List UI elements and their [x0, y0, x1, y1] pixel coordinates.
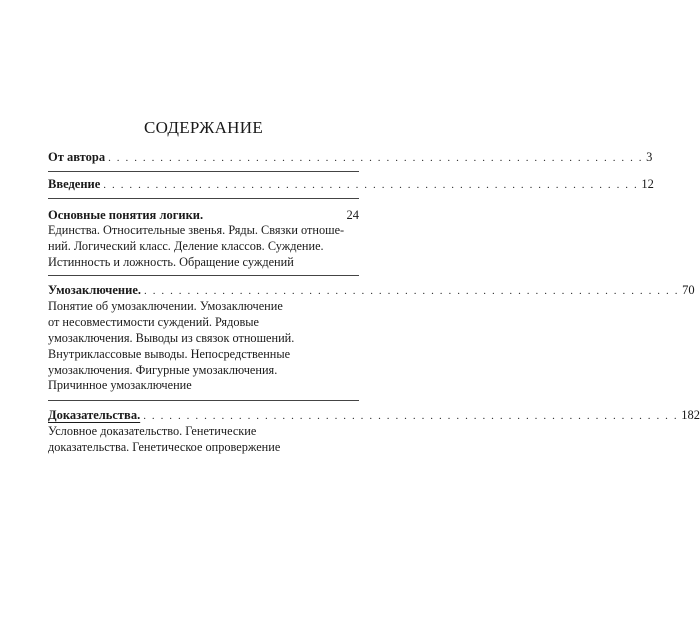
toc-entry-head — [48, 149, 653, 166]
toc-entry-head — [48, 176, 654, 193]
toc-entry-description — [48, 299, 359, 394]
toc-entry-page: 3 — [646, 150, 653, 164]
book-page — [48, 0, 700, 637]
description-line: Условное доказательство. Генетические — [48, 424, 257, 439]
toc-entry[interactable] — [48, 276, 695, 401]
toc-entry[interactable] — [48, 149, 653, 172]
description-line: Истинность и ложность. Обращение суждений — [48, 254, 294, 269]
toc-entry-page: 182 — [681, 408, 700, 423]
toc-entry-description — [48, 424, 359, 456]
toc-entry-description — [48, 223, 359, 270]
toc-entry-head — [48, 207, 359, 223]
toc-entry-page: 12 — [641, 177, 654, 191]
toc-entry[interactable] — [48, 199, 359, 276]
toc-entry-head — [48, 282, 695, 299]
toc-entries — [48, 149, 700, 456]
toc-entry-title: Введение — [48, 177, 101, 191]
toc-entry-page: 24 — [346, 208, 359, 222]
leader-dots: . . . . . . . . . . . . . . . . . . . . . . . . . . . . . . . . . . . . . . . . . . . . . . . . . . . . . . . . . . . . . . — [144, 285, 680, 298]
toc-entry[interactable] — [48, 401, 700, 456]
toc-entry[interactable] — [48, 172, 654, 199]
description-line: Понятие об умозаключении. Умозаключение — [48, 299, 283, 314]
description-line: умозаключения. Выводы из связок отношений. — [48, 330, 295, 345]
description-line: умозаключения. Фигурные умозаключения. — [48, 362, 278, 377]
leader-dots: . . . . . . . . . . . . . . . . . . . . . . . . . . . . . . . . . . . . . . . . . . . . . . . . . . . . . . . . . . . . . . — [103, 179, 639, 191]
toc-heading: СОДЕРЖАНИЕ — [143, 118, 264, 137]
toc-entry-title: Умозаключение. — [48, 283, 141, 298]
leader-dots: . . . . . . . . . . . . . . . . . . . . . . . . . . . . . . . . . . . . . . . . . . . . . . . . . . . . . . . . . . . . . . — [108, 152, 644, 164]
description-line: Единства. Относительные звенья. Ряды. Связки отноше- — [48, 223, 345, 237]
description-line: Причинное умозаключение — [48, 378, 192, 393]
leader-dots: . . . . . . . . . . . . . . . . . . . . . . . . . . . . . . . . . . . . . . . . . . . . . . . . . . . . . . . . . . . . . . — [143, 410, 679, 423]
toc-entry-title: Доказательства. — [48, 408, 141, 423]
toc-entry-head — [48, 407, 700, 424]
description-line: ний. Логический класс. Деление классов. Суждение. — [48, 238, 324, 253]
description-line: Внутриклассовые выводы. Непосредственные — [48, 346, 291, 361]
description-line: от несовместимости суждений. Рядовые — [48, 315, 260, 330]
toc-entry-page: 70 — [682, 283, 695, 298]
toc-entry-title: Основные понятия логики. — [48, 208, 204, 222]
description-line: доказательства. Генетическое опровержение — [48, 439, 281, 454]
toc-entry-title: От автора — [48, 150, 106, 164]
